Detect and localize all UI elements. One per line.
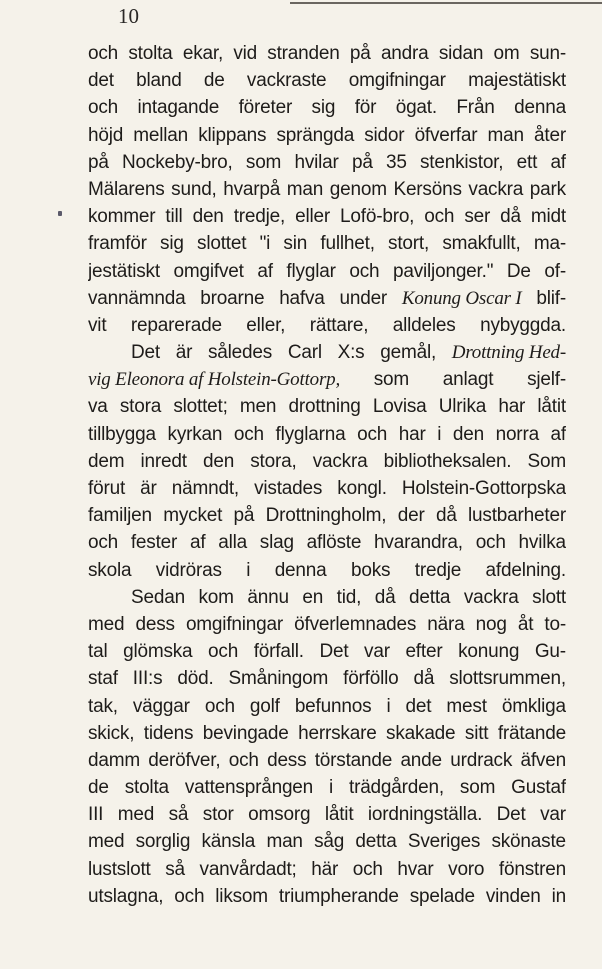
text-line xyxy=(88,312,566,339)
text-line xyxy=(88,801,566,828)
word: klippans xyxy=(198,124,267,146)
word: deröfver, xyxy=(148,749,221,771)
word: dem xyxy=(88,450,125,472)
word: der xyxy=(397,505,425,527)
word: vackra xyxy=(463,586,519,608)
word: vistades xyxy=(254,478,323,499)
word: och xyxy=(88,97,119,119)
word: intagande xyxy=(137,97,220,119)
word: ömkliga xyxy=(501,695,566,717)
word: inredt xyxy=(140,450,187,472)
word: vinden xyxy=(485,885,541,907)
word: de xyxy=(88,777,109,799)
word: bibliotheksalen. xyxy=(383,450,512,472)
word: dess xyxy=(135,613,175,635)
word: lustslott xyxy=(88,858,151,880)
text-line xyxy=(88,258,566,285)
word: Gu- xyxy=(534,641,566,663)
word: nämndt, xyxy=(171,478,239,499)
word: kom xyxy=(198,586,234,608)
word: för xyxy=(354,97,377,119)
word: då xyxy=(374,586,396,608)
text-line xyxy=(88,856,566,883)
word: boks xyxy=(350,559,391,581)
word: känsla xyxy=(201,831,256,853)
word: väggar xyxy=(132,695,190,717)
word: och xyxy=(208,641,239,663)
word: och xyxy=(357,423,388,445)
word: tillbygga xyxy=(88,423,156,445)
word: sig xyxy=(160,233,184,255)
word: paviljonger." xyxy=(392,260,494,282)
body-text xyxy=(88,40,566,910)
word: vackra xyxy=(468,178,524,200)
text-line xyxy=(88,366,566,393)
word: Nockeby-bro, xyxy=(122,151,233,173)
word: har xyxy=(498,396,526,418)
word: utslagna, xyxy=(88,885,164,907)
word: låtit xyxy=(324,804,354,826)
word: sun- xyxy=(529,43,566,64)
word: rättare, xyxy=(309,314,369,336)
word: Lofö-bro, xyxy=(340,206,415,228)
word: flyglarna xyxy=(275,423,346,445)
word: flyglar xyxy=(286,260,336,282)
word: bevingade xyxy=(202,722,289,744)
top-rule xyxy=(290,2,602,4)
word: park xyxy=(529,178,566,200)
word: spelade xyxy=(409,885,475,907)
text-line xyxy=(88,529,566,556)
word: på xyxy=(233,505,255,527)
word: med xyxy=(117,804,155,826)
word: hvilar xyxy=(294,151,339,173)
word: man xyxy=(266,831,303,853)
word: åter xyxy=(534,124,566,146)
word: tal xyxy=(88,641,108,663)
word: såg xyxy=(314,831,345,853)
word: Holstein-Gottorpska xyxy=(401,478,566,499)
word: var xyxy=(540,804,566,826)
word: III xyxy=(88,804,104,826)
word: och xyxy=(174,885,205,907)
text-line xyxy=(88,720,566,747)
word: kommer xyxy=(88,206,156,228)
word: nära xyxy=(427,613,465,635)
word: men xyxy=(239,396,277,418)
word: så xyxy=(165,858,185,880)
word: sprängda xyxy=(276,124,355,146)
word: af xyxy=(550,423,566,445)
word: framför xyxy=(88,233,147,255)
word: slag xyxy=(259,532,294,554)
word: död. xyxy=(177,668,214,690)
word: skola xyxy=(88,559,132,581)
word: broarne xyxy=(200,287,265,309)
word: "i xyxy=(259,233,271,255)
word: reparerade xyxy=(130,314,222,336)
word: af xyxy=(257,260,273,282)
word: så xyxy=(168,804,189,826)
text-line xyxy=(88,665,566,692)
word: alldeles xyxy=(392,314,456,336)
word: golf xyxy=(249,695,280,717)
word: tredje xyxy=(414,559,462,581)
word: ännu xyxy=(247,586,289,608)
word: alla xyxy=(218,532,247,554)
word: med xyxy=(88,831,125,853)
word: glömska xyxy=(123,641,193,663)
word: sin xyxy=(283,233,308,255)
word: kyrkan xyxy=(167,423,223,445)
word: förfall. xyxy=(253,641,304,663)
word: sidor xyxy=(364,124,405,146)
word: sjelf- xyxy=(527,369,566,391)
word: och xyxy=(424,206,455,228)
word: Småningom xyxy=(228,668,329,690)
word: nybyggda. xyxy=(480,314,566,336)
word: befunnos xyxy=(294,695,372,717)
word: åt xyxy=(517,613,534,635)
word: det xyxy=(405,695,432,717)
word: Det xyxy=(131,342,160,364)
word: hvarandra, xyxy=(374,532,463,554)
word: är xyxy=(140,478,157,499)
word: och xyxy=(349,260,380,282)
word: således xyxy=(207,342,273,364)
word: Från xyxy=(456,97,495,119)
word: ande xyxy=(400,749,442,771)
word: liksom xyxy=(215,885,268,907)
text-line xyxy=(88,176,566,203)
word: efter xyxy=(405,641,443,663)
word: genom xyxy=(329,178,387,200)
word: stor xyxy=(202,804,234,826)
word: man xyxy=(286,178,324,200)
word: låtit xyxy=(537,396,566,418)
word: denna xyxy=(514,97,566,119)
word: denna xyxy=(274,559,327,581)
word: på xyxy=(349,43,371,64)
text-line xyxy=(88,203,566,230)
word: in xyxy=(551,885,566,907)
word: i xyxy=(437,423,442,445)
word: om xyxy=(493,43,520,64)
text-line xyxy=(88,122,566,149)
word: ma- xyxy=(533,233,566,255)
word: eller xyxy=(295,206,331,228)
italic-phrase: Drottning Hed- xyxy=(451,342,566,364)
word: tredje, xyxy=(233,206,286,228)
text-line xyxy=(88,149,566,176)
word: stenkistor, xyxy=(420,151,504,173)
word: ekar, xyxy=(182,43,224,64)
word: sund, xyxy=(171,178,217,200)
word: vid xyxy=(233,43,258,64)
word: den xyxy=(452,423,484,445)
word: öfverlemnades xyxy=(294,613,417,635)
word: Som xyxy=(527,450,566,472)
word: företer xyxy=(238,97,293,119)
word: öfverfar xyxy=(414,124,478,146)
word: den xyxy=(192,206,224,228)
word: trädgården, xyxy=(348,777,444,799)
word: vattensprången xyxy=(184,777,314,799)
text-line xyxy=(88,448,566,475)
word: och xyxy=(88,532,119,554)
word: voro xyxy=(448,858,485,880)
word: Carl xyxy=(287,342,322,364)
word: då xyxy=(435,505,457,527)
word: och xyxy=(475,532,506,554)
page-number: 10 xyxy=(118,4,139,28)
word: gemål, xyxy=(380,342,437,364)
text-line xyxy=(88,40,566,67)
word: sidan xyxy=(438,43,484,64)
word: det xyxy=(88,70,114,92)
word: och xyxy=(88,43,119,64)
text-line xyxy=(88,94,566,121)
word: omgifvet xyxy=(173,260,244,282)
word: tidens xyxy=(143,722,194,744)
word: omsorg xyxy=(248,804,311,826)
word: de xyxy=(203,70,225,92)
word: De xyxy=(506,260,531,282)
text-line xyxy=(88,557,566,584)
word: slottet xyxy=(197,233,247,255)
word: tak, xyxy=(88,695,118,717)
word: andra xyxy=(380,43,429,64)
word: fönstren xyxy=(498,858,566,880)
word: på xyxy=(88,151,109,173)
word: Sveriges xyxy=(407,831,481,853)
word: stolta xyxy=(124,777,169,799)
word: sorglig xyxy=(135,831,191,853)
word: mellan xyxy=(133,124,189,146)
word: en xyxy=(302,586,324,608)
word: omgifningar xyxy=(185,613,284,635)
word: 35 xyxy=(385,151,407,173)
word: detta xyxy=(355,831,397,853)
word: af xyxy=(189,532,206,554)
text-line xyxy=(88,67,566,94)
word: då xyxy=(500,206,521,228)
word: i xyxy=(246,559,251,581)
word: jestätiskt xyxy=(88,260,160,282)
word: hvilka xyxy=(518,532,566,554)
word: äfven xyxy=(520,749,566,771)
word: skönaste xyxy=(491,831,566,853)
word: var xyxy=(364,641,390,663)
word: vackraste xyxy=(246,70,327,92)
text-line xyxy=(88,828,566,855)
text-line xyxy=(88,638,566,665)
word: har xyxy=(398,423,426,445)
word: damm xyxy=(88,749,140,771)
word: X:s xyxy=(337,342,365,364)
word: anlagt xyxy=(442,369,494,391)
word: kongl. xyxy=(337,478,387,499)
word: på xyxy=(351,151,373,173)
word: förföllo xyxy=(343,668,399,690)
word: sitt xyxy=(464,722,489,744)
word: norra xyxy=(495,423,539,445)
word: i xyxy=(386,695,391,717)
word: stranden xyxy=(267,43,340,64)
word: nog xyxy=(475,613,507,635)
text-line xyxy=(88,502,566,529)
word: vackra xyxy=(312,450,368,472)
word: of- xyxy=(544,260,566,282)
word: Det xyxy=(319,641,349,663)
word: drottning xyxy=(288,396,361,418)
word: detta xyxy=(409,586,451,608)
italic-phrase: Konung Oscar I xyxy=(401,287,522,309)
word: Sedan xyxy=(131,586,185,608)
word: och xyxy=(233,423,264,445)
word: stolta xyxy=(128,43,173,64)
word: och xyxy=(352,858,383,880)
word: hvar xyxy=(397,858,434,880)
word: eller, xyxy=(246,314,286,336)
word: midt xyxy=(530,206,566,228)
margin-mark xyxy=(58,211,62,216)
word: till xyxy=(165,206,183,228)
word: hvarpå xyxy=(223,178,281,200)
word: vit xyxy=(88,314,107,336)
text-line xyxy=(88,584,566,611)
word: slottsrummen, xyxy=(449,668,566,690)
word: to- xyxy=(544,613,566,635)
word: Det xyxy=(496,804,526,826)
word: ett xyxy=(516,151,538,173)
word: majestätiskt xyxy=(468,70,566,92)
text-line xyxy=(88,611,566,638)
word: fullhet, xyxy=(320,233,375,255)
text-line xyxy=(88,747,566,774)
word: smakfullt, xyxy=(442,233,521,255)
word: afdelning. xyxy=(485,559,566,581)
word: frätande xyxy=(497,722,566,744)
word: man xyxy=(487,124,524,146)
word: skick, xyxy=(88,722,135,744)
word: aflöste xyxy=(306,532,362,554)
word: Lovisa xyxy=(372,396,427,418)
text-line xyxy=(88,393,566,420)
word: konung xyxy=(458,641,520,663)
word: Kersöns xyxy=(393,178,462,200)
word: blif- xyxy=(536,287,566,309)
text-line xyxy=(88,285,566,312)
word: fester xyxy=(130,532,178,554)
word: mest xyxy=(446,695,487,717)
word: vanvårdadt; xyxy=(199,858,297,880)
word: hafva xyxy=(279,287,325,309)
text-line xyxy=(88,883,566,910)
word: dess xyxy=(267,749,307,771)
word: urdrack xyxy=(450,749,513,771)
word: i xyxy=(329,777,334,799)
word: ögat. xyxy=(395,97,437,119)
word: herrskare xyxy=(298,722,377,744)
word: lustbarheter xyxy=(468,505,566,527)
text-line xyxy=(88,693,566,720)
word: mycket xyxy=(163,505,223,527)
word: stort, xyxy=(388,233,430,255)
word: stora xyxy=(119,396,162,418)
word: med xyxy=(88,613,125,635)
text-line xyxy=(88,774,566,801)
word: bland xyxy=(136,70,182,92)
word: Drottningholm, xyxy=(265,505,387,527)
text-line xyxy=(88,475,566,502)
word: III:s xyxy=(132,668,163,690)
word: är xyxy=(175,342,193,364)
word: familjen xyxy=(88,505,152,527)
word: och xyxy=(228,749,259,771)
word: omgifningar xyxy=(348,70,446,92)
word: skakade xyxy=(386,722,456,744)
word: tid, xyxy=(336,586,362,608)
word: som xyxy=(245,151,282,173)
text-line xyxy=(88,421,566,448)
word: sig xyxy=(311,97,336,119)
word: Gustaf xyxy=(511,777,566,799)
text-line xyxy=(88,339,566,366)
word: slottet; xyxy=(173,396,228,418)
word: här xyxy=(311,858,339,880)
word: då xyxy=(413,668,435,690)
word: stora, xyxy=(250,450,297,472)
word: törstande xyxy=(314,749,393,771)
word: och xyxy=(204,695,235,717)
word: under xyxy=(339,287,388,309)
word: ser xyxy=(464,206,491,228)
word: slott xyxy=(532,586,566,608)
text-line xyxy=(88,230,566,257)
word: af xyxy=(550,151,566,173)
word: den xyxy=(202,450,235,472)
word: staf xyxy=(88,668,118,690)
word: vidröras xyxy=(155,559,222,581)
word: som xyxy=(459,777,496,799)
word: som xyxy=(373,369,410,391)
word: höjd xyxy=(88,124,124,146)
word: vannämnda xyxy=(88,287,186,309)
word: va xyxy=(88,396,108,418)
word: Ulrika xyxy=(438,396,487,418)
word: förut xyxy=(88,478,126,499)
word: triumpherande xyxy=(278,885,399,907)
word: iordningställa. xyxy=(367,804,483,826)
word: Mälarens xyxy=(88,178,165,200)
italic-phrase: vig Eleonora af Holstein-Gottorp, xyxy=(88,369,340,391)
